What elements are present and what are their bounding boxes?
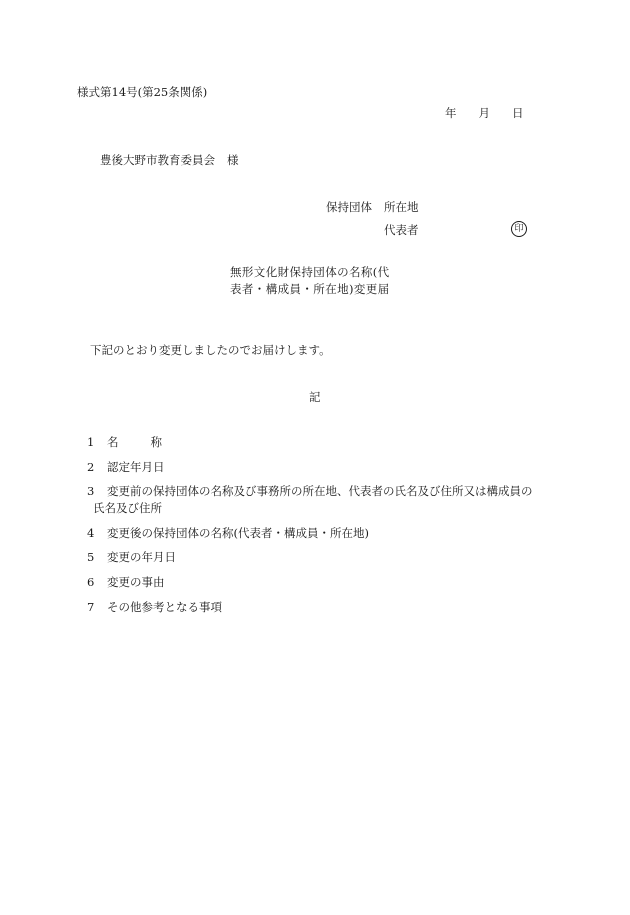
recipient-name: 豊後大野市教育委員会 [100, 153, 215, 167]
list-item: 3 変更前の保持団体の名称及び事務所の所在地、代表者の氏名及び住所又は構成員の 氏名及び住所 [87, 484, 533, 516]
recipient-line [100, 152, 239, 169]
list-item: 1 名 称 [87, 435, 162, 449]
list-item: 2 認定年月日 [87, 459, 165, 474]
representative-label: 代表者 [384, 223, 419, 237]
item-list [87, 434, 533, 623]
ki-heading: 記 [309, 390, 321, 404]
address-label: 所在地 [384, 200, 419, 214]
date-line [445, 105, 524, 122]
date-month: 月 [478, 106, 490, 120]
list-item: 4 変更後の保持団体の名称(代表者・構成員・所在地) [87, 525, 369, 540]
form-number: 様式第14号(第25条関係) [77, 85, 208, 99]
org-label: 保持団体 [326, 200, 372, 214]
title-line-1: 無形文化財保持団体の名称(代 [230, 265, 390, 279]
seal-icon: 印 [511, 221, 527, 237]
list-item: 6 変更の事由 [87, 575, 165, 590]
date-day: 日 [512, 106, 524, 120]
intro-text: 下記のとおり変更しましたのでお届けします。 [90, 343, 331, 357]
title-line-2: 表者・構成員・所在地)変更届 [230, 282, 390, 296]
applicant-address-line [326, 199, 419, 216]
date-year: 年 [445, 106, 457, 120]
list-item: 7 その他参考となる事項 [87, 599, 222, 614]
recipient-honorific: 様 [227, 153, 239, 167]
document-title [230, 264, 390, 298]
list-item: 5 変更の年月日 [87, 550, 176, 565]
